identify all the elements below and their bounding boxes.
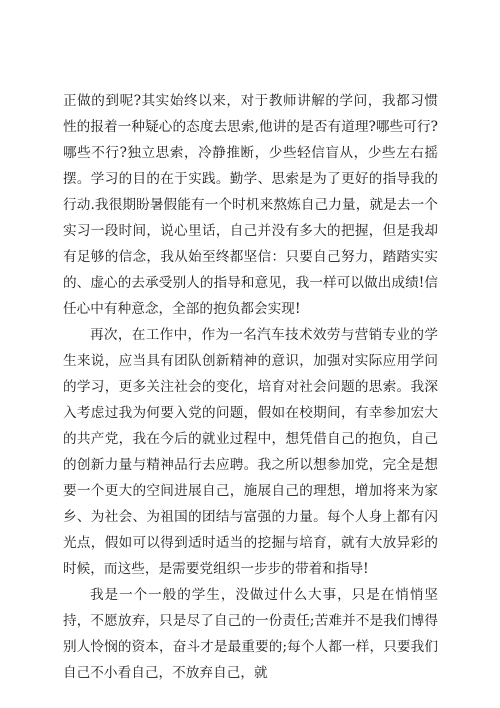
paragraph-third: 我是一个一般的学生，没做过什么大事，只是在悄悄坚持，不愿放弃，只是尽了自己的一份责任;苦难并不是我们博得别人怜悯的资本，奋斗才是最重要的;每个人都一样，只要我们自己不小看自己，不放弃自己，就 xyxy=(63,587,438,681)
paragraph-continued: 正做的到呢?其实始终以来，对于教师讲解的学问，我都习惯性的报着一种疑心的态度去思索,他讲的是否有道理?哪些可行?哪些不行?独立思索，冷静推断，少些轻信盲从，少些左右摇摆。学习的目的在于实践。勤学、思索是为了更好的指导我的行动.我很期盼暑假能有一个时机来熬炼自己力量，就是去一个实习一段时间，说心里话，自己并没有多大的把握，但是我却有足够的信念，我从始至终都坚信：只要自己努力，踏踏实实的、虚心的去承受别人的指导和意见，我一样可以做出成绩!信任心中有种意念，全部的抱负都会实现! xyxy=(63,93,438,317)
paragraph-second: 再次，在工作中，作为一名汽车技术效劳与营销专业的学生来说，应当具有团队创新精神的意识，加强对实际应用学问的学习，更多关注社会的变化，培育对社会问题的思索。我深入考虑过我为何要入党的问题，假如在校期间，有幸参加宏大的共产党，我在今后的就业过程中，想凭借自己的抱负，自己的创新力量与精神品行去应聘。我之所以想参加党，完全是想要一个更大的空间进展自己，施展自己的理想，增加将来为家乡、为社会、为祖国的团结与富强的力量。每个人身上都有闪光点，假如可以得到适时适当的挖掘与培育，就有大放异彩的时候，而这些，是需要党组织一步步的带着和指导! xyxy=(63,327,438,577)
document-body xyxy=(63,88,438,686)
